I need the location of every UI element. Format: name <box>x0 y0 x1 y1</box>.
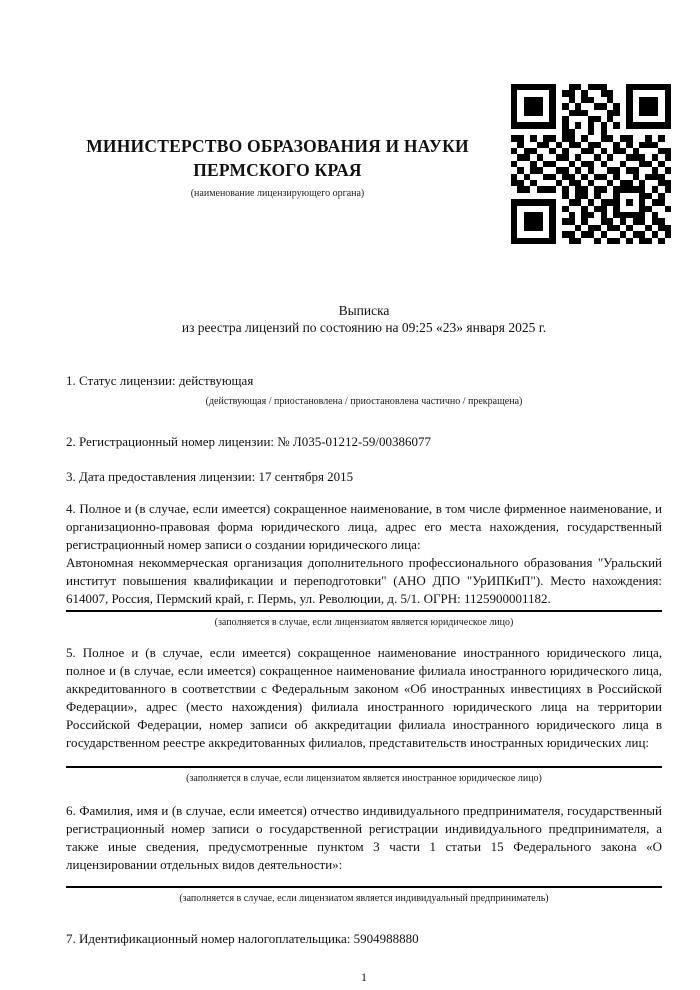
item-foreign-entity <box>66 644 662 788</box>
page-number: 1 <box>361 970 367 984</box>
org-name-line2: ПЕРМСКОГО КРАЯ <box>193 160 362 180</box>
item-4-value: Автономная некоммерческая организация дополнительного профессионального образования "Уральский институт повышения квалификации и переподготовки" (АНО ДПО "УрИПКиП"). Место нахождения: 614007, Россия, Пермский край, г. Пермь, ул. Революции, д. 5/1. ОГРН: 1125900001182. <box>66 555 662 606</box>
item-2-text: 2. Регистрационный номер лицензии: № Л035-01212-59/00386077 <box>66 434 432 449</box>
item-license-status <box>66 372 662 411</box>
item-4-caption: (заполняется в случае, если лицензиатом является юридическое лицо) <box>214 617 514 628</box>
document-header <box>0 0 700 244</box>
item-6-text: 6. Фамилия, имя и (в случае, если имеется) отчество индивидуального предпринимателя, государственный регистрационный номер записи о государственной регистрации индивидуального предпринимателя, а также иные сведения, предусмотренные пунктом 3 части 1 статьи 15 Федерального закона «О лицензировании отдельных видов деятельности»: <box>66 803 662 872</box>
item-5-fill-line <box>66 766 662 768</box>
item-7-text: 7. Идентификационный номер налогоплательщика: 5904988880 <box>66 931 419 946</box>
item-1-note: (действующая / приостановлена / приостановлена частично / прекращена) <box>205 396 523 407</box>
item-1-text: 1. Статус лицензии: действующая <box>66 373 254 388</box>
item-5-text: 5. Полное и (в случае, если имеется) сокращенное наименование иностранного юридического лица, полное и (в случае, если имеется) сокращенное наименование филиала иностранного юридического лица, аккредитованного в соответствии с Федеральным законом «Об иностранных инвестициях в Российской Федерации», адрес (место нахождения) филиала иностранного юридического лица на территории Российской Федерации, номер записи об аккредитации филиала иностранного юридического лица в государственном реестре аккредитованных филиалов, представительств иностранных юридических лиц: <box>66 645 662 750</box>
document-title <box>66 302 662 336</box>
item-5-caption: (заполняется в случае, если лицензиатом является иностранное юридическое лицо) <box>186 773 542 784</box>
licensing-authority-name <box>66 134 489 182</box>
org-name-caption: (наименование лицензирующего органа) <box>190 188 365 199</box>
item-taxpayer-number <box>66 930 662 948</box>
title-line2: из реестра лицензий по состоянию на 09:25 «23» января 2025 г. <box>181 320 547 335</box>
qr-code-icon <box>511 84 671 244</box>
item-legal-entity <box>66 500 662 632</box>
item-license-date <box>66 468 662 486</box>
item-4-text: 4. Полное и (в случае, если имеется) сокращенное наименование, в том числе фирменное наименование, и организационно-правовая форма юридического лица, адрес его места нахождения, государственный регистрационный номер записи о создании юридического лица: <box>66 501 662 552</box>
document-body <box>66 302 662 985</box>
item-registration-number <box>66 433 662 451</box>
item-6-caption: (заполняется в случае, если лицензиатом является индивидуальный предприниматель) <box>179 893 549 904</box>
item-4-fill-line <box>66 610 662 612</box>
item-6-fill-line <box>66 886 662 888</box>
org-name-line1: МИНИСТЕРСТВО ОБРАЗОВАНИЯ И НАУКИ <box>86 136 469 156</box>
title-line1: Выписка <box>338 303 390 318</box>
licensing-authority-block <box>66 84 489 199</box>
item-3-text: 3. Дата предоставления лицензии: 17 сентября 2015 <box>66 469 354 484</box>
item-individual-entrepreneur <box>66 802 662 908</box>
